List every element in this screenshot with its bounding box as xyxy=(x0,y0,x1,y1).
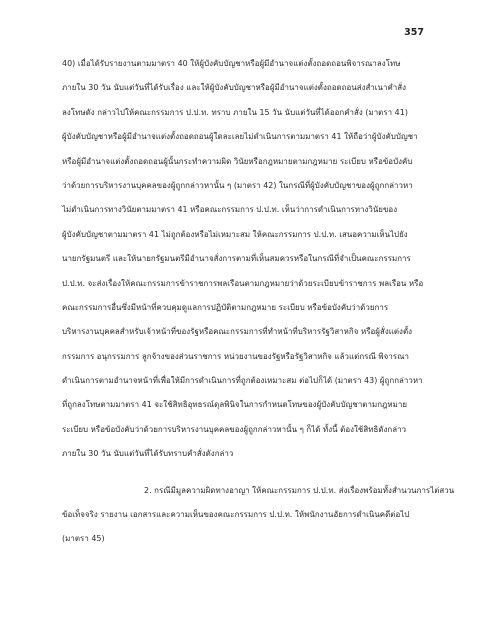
text-line: ลงโทษดัง กล่าวไปให้คณะกรรมการ ป.ป.ท. ทราบ ภายใน 15 วัน นับแต่วันที่ได้ออกคำสั่ง (มาตรา 41) xyxy=(62,107,408,117)
text-line: ว่าด้วยการบริหารงานบุคคลของผู้ถูกกล่าวหานั้น ๆ (มาตรา 42) ในกรณีที่ผู้บังคับบัญชาของผู้ถูกกล่าวหา xyxy=(62,180,413,190)
text-line: 2. กรณีมีมูลความผิดทางอาญา ให้คณะกรรมการ ป.ป.ท. ส่งเรื่องพร้อมทั้งสำนวนการไต่สวน xyxy=(144,485,455,495)
text-line: ระเบียบ หรือข้อบังคับว่าด้วยการบริหารงานบุคคลของผู้ถูกกล่าวหานั้น ๆ ก็ได้ ทั้งนี้ ต้องใช้สิทธิดังกล่าว xyxy=(62,424,407,434)
page-number: 357 xyxy=(404,27,424,38)
text-line: กรรมการ อนุกรรมการ ลูกจ้างของส่วนราชการ หน่วยงานของรัฐหรือรัฐวิสาหกิจ แล้วแต่กรณี พิจารณา xyxy=(62,351,409,361)
text-line: ผู้บังคับบัญชาหรือผู้มีอำนาจแต่งตั้งถอดถอนผู้ใดละเลยไม่ดำเนินการตามมาตรา 41 ให้ถือว่าผู้บังคับบัญชา xyxy=(62,132,418,142)
text-line: ที่ถูกลงโทษตามมาตรา 41 จะใช้สิทธิอุทธรณ์ดุลพินิจในการกำหนดโทษของผู้บังคับบัญชาตามกฎหมาย xyxy=(62,400,408,410)
body-text xyxy=(62,52,455,552)
paragraph-1 xyxy=(62,52,424,467)
text-line: (มาตรา 45) xyxy=(62,534,105,544)
text-line: ไม่ดำเนินการทางวินัยตามมาตรา 41 หรือคณะกรรมการ ป.ป.ท. เห็นว่าการดำเนินการทางวินัยของ xyxy=(62,205,398,215)
text-line: ผู้บังคับบัญชาตามมาตรา 41 ไม่ถูกต้องหรือไม่เหมาะสม ให้คณะกรรมการ ป.ป.ท. เสนอความเห็นไปยัง xyxy=(62,229,408,239)
text-line: ภายใน 30 วัน นับแต่วันที่ได้รับทราบคำสั่งดังกล่าว xyxy=(62,449,234,459)
paragraph-gap xyxy=(62,467,406,479)
text-line: ป.ป.ท. จะส่งเรื่องให้คณะกรรมการข้าราชการพลเรือนตามกฎหมายว่าด้วยระเบียบข้าราชการ พลเรือน หรือ xyxy=(62,278,424,288)
text-line: 40) เมื่อได้รับรายงานตามมาตรา 40 ให้ผู้บังคับบัญชาหรือผู้มีอำนาจแต่งตั้งถอดถอนพิจารณาลงโทษ xyxy=(62,59,401,68)
text-line: หรือผู้มีอำนาจแต่งตั้งถอดถอนผู้นั้นกระทำความผิด วินัยหรือกฎหมายตามกฎหมาย ระเบียบ หรือข้อบังคับ xyxy=(62,156,413,166)
text-line: ข้อเท็จจริง รายงาน เอกสารและความเห็นของคณะกรรมการ ป.ป.ท. ให้พนักงานอัยการดำเนินคดีต่อไป xyxy=(62,510,410,520)
text-line: นายกรัฐมนตรี และให้นายกรัฐมนตรีมีอำนาจสั่งการตามที่เห็นสมควรหรือในกรณีที่จำเป็นคณะกรรมการ xyxy=(62,254,411,264)
text-line: คณะกรรมการอื่นซึ่งมีหน้าที่ควบคุมดูแลการปฏิบัติตามกฎหมาย ระเบียบ หรือข้อบังคับว่าด้วยการ xyxy=(62,302,389,312)
paragraph-2 xyxy=(62,479,455,552)
text-line: บริหารงานบุคคลสำหรับเจ้าหน้าที่ของรัฐหรือคณะกรรมการที่ทำหน้าที่บริหารรัฐวิสาหกิจ หรือผู้สั่งแต่งตั้ง xyxy=(62,327,413,337)
text-line: ภายใน 30 วัน นับแต่วันที่ได้รับเรื่อง และให้ผู้บังคับบัญชาหรือผู้มีอำนาจแต่งตั้งถอดถอนส่งสำเนาคำสั่ง xyxy=(62,83,406,93)
text-line: ดำเนินการตามอำนาจหน้าที่เพื่อให้มีการดำเนินการที่ถูกต้องเหมาะสม ต่อไปก็ได้ (มาตรา 43) ผู้ถูกกล่าวหา xyxy=(62,376,423,386)
